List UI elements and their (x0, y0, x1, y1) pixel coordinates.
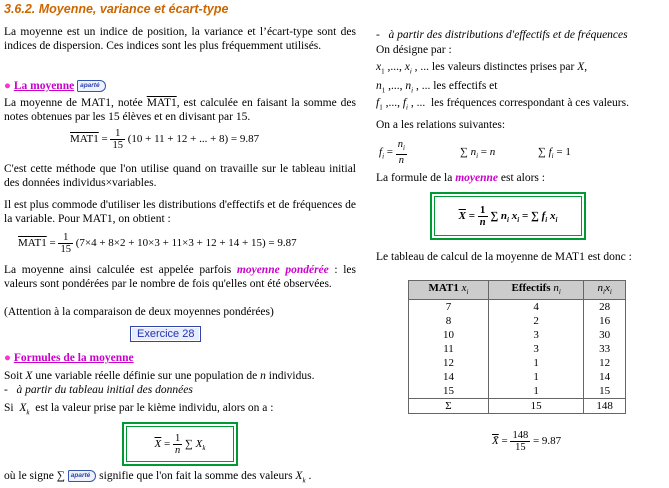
header-nixi: $n_ix_i$ (584, 281, 626, 300)
relation-sum-ni: ∑ $n_i = n$ (460, 146, 496, 161)
table-cell: 3 (489, 342, 584, 356)
fraction-denominator: 15 (112, 140, 123, 151)
header-effectifs: Effectifs $n_i$ (489, 281, 584, 300)
table-row (409, 370, 626, 384)
table-cell: 15 (584, 384, 626, 399)
table-header-row (409, 281, 626, 300)
bullet-icon: ● (4, 80, 11, 92)
table-cell: 15 (409, 384, 489, 399)
methode-paragraph: C'est cette méthode que l'on utilise quand on travaille sur le tableau initial des données individus×variables. (4, 163, 356, 189)
relations-label: On a les relations suivantes: (376, 119, 506, 131)
table-cell: 1 (489, 356, 584, 370)
fraction-numerator: 1 (175, 432, 181, 444)
table-cell: 3 (489, 328, 584, 342)
fraction (58, 232, 73, 255)
table-cell: 30 (584, 328, 626, 342)
section-moyenne-heading (4, 80, 106, 92)
table-cell: 2 (489, 314, 584, 328)
fraction-denominator: 15 (60, 244, 71, 255)
variable-definition: Soit X une variable réelle définie sur une population de n individus. (4, 370, 315, 382)
table-cell: 1 (489, 370, 584, 384)
table-cell: 28 (584, 300, 626, 315)
designe-label: On désigne par : (376, 44, 452, 56)
fraction-numerator: 1 (58, 232, 73, 244)
table-cell: 7 (409, 300, 489, 315)
table-cell: 15 (489, 399, 584, 414)
table-cell: 12 (409, 356, 489, 370)
moyenne-definition: La moyenne de MAT1, notée MAT1, est calculée en faisant la somme des notes obtenues par les 15 élèves et en divisant par 15. (4, 97, 357, 123)
fraction-denominator: n (175, 444, 181, 456)
section-formules-heading (4, 352, 134, 364)
calc-table (408, 280, 626, 414)
aparte-link[interactable]: aparté (77, 80, 106, 92)
exercise-28-button[interactable]: Exercice 28 (130, 326, 201, 342)
ponderee-paragraph: La moyenne ainsi calculée est appelée parfois moyenne pondérée : les valeurs sont pondérées par le nombre de fois qu'elles ont été observées. (4, 264, 357, 290)
relation-sum-fi: ∑ $f_i = 1$ (538, 146, 571, 161)
table-row (409, 300, 626, 315)
fraction-numerator: 1 (110, 128, 125, 140)
sigma-explanation: où le signe ∑ aparté signifie que l'on fait la somme des valeurs $X_k$ . (4, 470, 312, 485)
formula-rhs: (10 + 11 + 12 + ... + 8) = 9.87 (127, 133, 260, 146)
header-mat1: MAT1 $x_i$ (409, 281, 489, 300)
commode-paragraph: Il est plus commode d'utiliser les distributions d'effectifs et de fréquences de la variable. Pour MAT1, on obtient : (4, 199, 356, 225)
fraction-denominator: 15 (515, 442, 526, 453)
table-cell: 12 (584, 356, 626, 370)
fi-definition: $f_1$ ,..., $f_i$ , ... les fréquences correspondant à ces valeurs. (376, 97, 629, 112)
table-cell: 11 (409, 342, 489, 356)
tableau-intro: Le tableau de calcul de la moyenne de MAT1 est donc : (376, 251, 632, 263)
formula-box-moyenne: $\overline{X}$ = $\frac{1}{n}$ ∑ $X_k$ (122, 422, 238, 466)
attention-note: (Attention à la comparaison de deux moyennes pondérées) (4, 306, 274, 318)
table-cell: 148 (584, 399, 626, 414)
table-row (409, 328, 626, 342)
table-cell: 14 (409, 370, 489, 384)
formula-mat1-simple: MAT1 = $\frac{1}{15}$ (10 + 11 + 12 + ... + 8) = 9.87 (70, 128, 260, 151)
section-title: La moyenne (13, 80, 75, 92)
table-cell: Σ (409, 399, 489, 414)
ni-definition: $n_1$ ,..., $n_i$ , ... les effectifs et (376, 80, 498, 95)
table-total-row (409, 399, 626, 414)
xi-definition: $x_1$ ,..., $x_i$ , ... les valeurs distinctes prises par X, (376, 61, 588, 76)
fraction-numerator: 148 (512, 430, 529, 441)
aparte-link[interactable]: aparté (68, 470, 97, 482)
table-cell: 33 (584, 342, 626, 356)
fraction-numerator: 1 (478, 205, 488, 217)
formula-lhs: MAT1 (70, 133, 99, 146)
fraction-denominator: n (479, 216, 486, 228)
section-title: Formules de la moyenne (13, 352, 134, 364)
table-cell: 4 (489, 300, 584, 315)
formula-lhs: MAT1 (18, 237, 47, 250)
table-cell: 14 (584, 370, 626, 384)
intro-paragraph: La moyenne est un indice de position, la variance et l’écart-type sont des indices de dispersion. Ces indices sont les plus fréquemment utilisés. (4, 26, 356, 52)
bullet-icon: ● (4, 352, 11, 364)
table-row (409, 342, 626, 356)
item-distributions: - à partir des distributions d'effectifs et de fréquences (376, 29, 628, 41)
table-cell: 16 (584, 314, 626, 328)
final-mean-formula: X̄ = $\frac{148}{15}$ = 9.87 (492, 430, 562, 453)
table-row (409, 356, 626, 370)
formula-box-ponderee: $\overline{X}$ = $\frac{1}{n}$ ∑ $n_i$ $x_i$ = ∑ $f_i$ $x_i$ (430, 192, 586, 240)
table-cell: 1 (489, 384, 584, 399)
table-row (409, 314, 626, 328)
formule-moyenne-label: La formule de la moyenne est alors : (376, 172, 545, 184)
table-cell: 10 (409, 328, 489, 342)
fraction-numerator: $n_i$ (396, 139, 407, 155)
page-title: 3.6.2. Moyenne, variance et écart-type (4, 2, 229, 16)
fraction (110, 128, 125, 151)
relation-fi: $f_i$ = $\frac{n_i}{n}$ (379, 139, 405, 167)
xk-definition: Si $X_k$ est la valeur prise par le kième individu, alors on a : (4, 402, 274, 417)
formula-mat1-ponderee: MAT1 = $\frac{1}{15}$ (7×4 + 8×2 + 10×3 + 11×3 + 12 + 14 + 15) = 9.87 (18, 232, 297, 255)
table-cell: 8 (409, 314, 489, 328)
formula-rhs: (7×4 + 8×2 + 10×3 + 11×3 + 12 + 14 + 15) = 9.87 (75, 237, 297, 250)
item-tableau-initial: - à partir du tableau initial des données (4, 384, 193, 396)
fraction-denominator: n (398, 155, 404, 167)
table-row (409, 384, 626, 399)
